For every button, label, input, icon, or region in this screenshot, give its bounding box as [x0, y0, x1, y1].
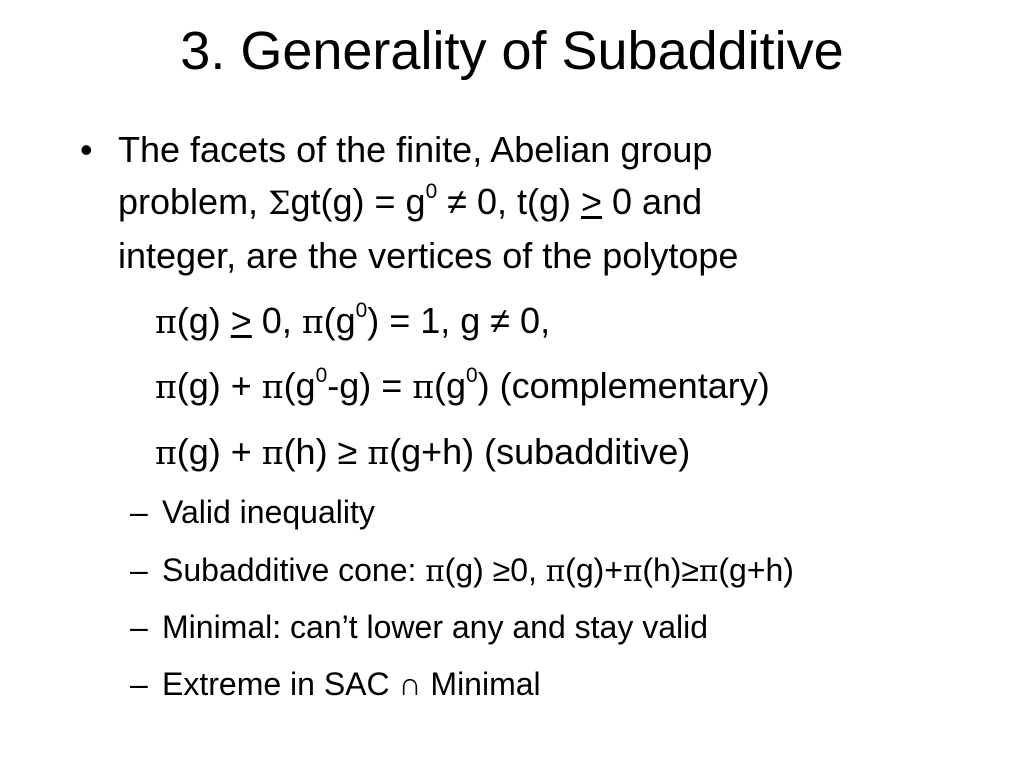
- bullet-line-2-c: ≠ 0, t(g): [437, 181, 581, 222]
- bullet-line-2-b: gt(g) = g: [290, 181, 426, 222]
- sub-bullet-text: (h)≥: [642, 552, 699, 588]
- sigma-symbol: Σ: [268, 186, 291, 222]
- sub-bullet-text: (g) ≥0,: [444, 552, 546, 588]
- pi-symbol: π: [261, 367, 284, 406]
- sub-bullet-text: (g+h): [718, 552, 794, 588]
- pi-symbol: π: [622, 554, 643, 588]
- dash-marker: –: [130, 609, 148, 645]
- formula-text: 0,: [251, 300, 302, 341]
- superscript-zero: 0: [355, 298, 368, 322]
- geq-symbol: >: [580, 181, 603, 222]
- sub-bullet-minimal: [130, 607, 708, 647]
- main-bullet-text: [118, 124, 930, 282]
- main-bullet: [80, 124, 930, 282]
- dash-marker: –: [130, 552, 148, 588]
- formula-subadditive: [155, 430, 690, 475]
- pi-symbol: π: [155, 367, 177, 406]
- sub-bullet-extreme: [130, 664, 541, 704]
- pi-symbol: π: [412, 367, 434, 406]
- bullet-line-2-a: problem,: [118, 181, 269, 222]
- pi-symbol: π: [545, 554, 566, 588]
- pi-symbol: π: [261, 433, 284, 472]
- superscript-zero: 0: [425, 179, 438, 203]
- formula-text: (g) +: [176, 365, 262, 406]
- slide-title: 3. Generality of Subadditive: [180, 21, 844, 81]
- pi-symbol: π: [367, 433, 390, 472]
- dash-marker: –: [130, 494, 148, 530]
- bullet-line-2-d: 0 and: [602, 181, 703, 222]
- pi-symbol: π: [425, 554, 445, 588]
- sub-bullet-text: (g)+: [565, 552, 623, 588]
- pi-symbol: π: [155, 433, 177, 472]
- bullet-line-3: integer, are the vertices of the polytope: [118, 235, 739, 276]
- formula-complementary: [155, 364, 770, 409]
- formula-nonnegativity: [155, 299, 550, 344]
- sub-bullet-text: Minimal: can’t lower any and stay valid: [162, 609, 709, 645]
- formula-text: (g: [323, 300, 356, 341]
- pi-symbol: π: [301, 302, 324, 341]
- superscript-zero: 0: [315, 363, 328, 387]
- bullet-line-2: [118, 176, 930, 230]
- superscript-zero: 0: [466, 363, 478, 387]
- pi-symbol: π: [155, 302, 177, 341]
- formula-text: ) = 1, g ≠ 0,: [367, 300, 551, 341]
- formula-text: (h) ≥: [283, 431, 368, 472]
- sub-bullet-text: Extreme in SAC ∩ Minimal: [162, 666, 541, 702]
- sub-bullet-subadditive-cone: [130, 550, 794, 591]
- formula-text: (g: [283, 365, 316, 406]
- dash-marker: –: [130, 666, 148, 702]
- formula-text: (g) +: [176, 431, 262, 472]
- formula-text: (g: [434, 365, 467, 406]
- formula-text: (g+h) (subadditive): [389, 431, 691, 472]
- bullet-line-1: The facets of the finite, Abelian group: [118, 129, 713, 170]
- sub-bullet-text: Subadditive cone:: [162, 552, 426, 588]
- sub-bullet-text: Valid inequality: [162, 494, 375, 530]
- formula-text: -g) =: [327, 365, 413, 406]
- sub-bullet-valid-inequality: [130, 492, 375, 532]
- geq-symbol: >: [230, 300, 252, 341]
- bullet-marker: •: [80, 129, 93, 170]
- formula-text: (g): [176, 300, 231, 341]
- formula-text: ) (complementary): [477, 365, 770, 406]
- pi-symbol: π: [698, 554, 719, 588]
